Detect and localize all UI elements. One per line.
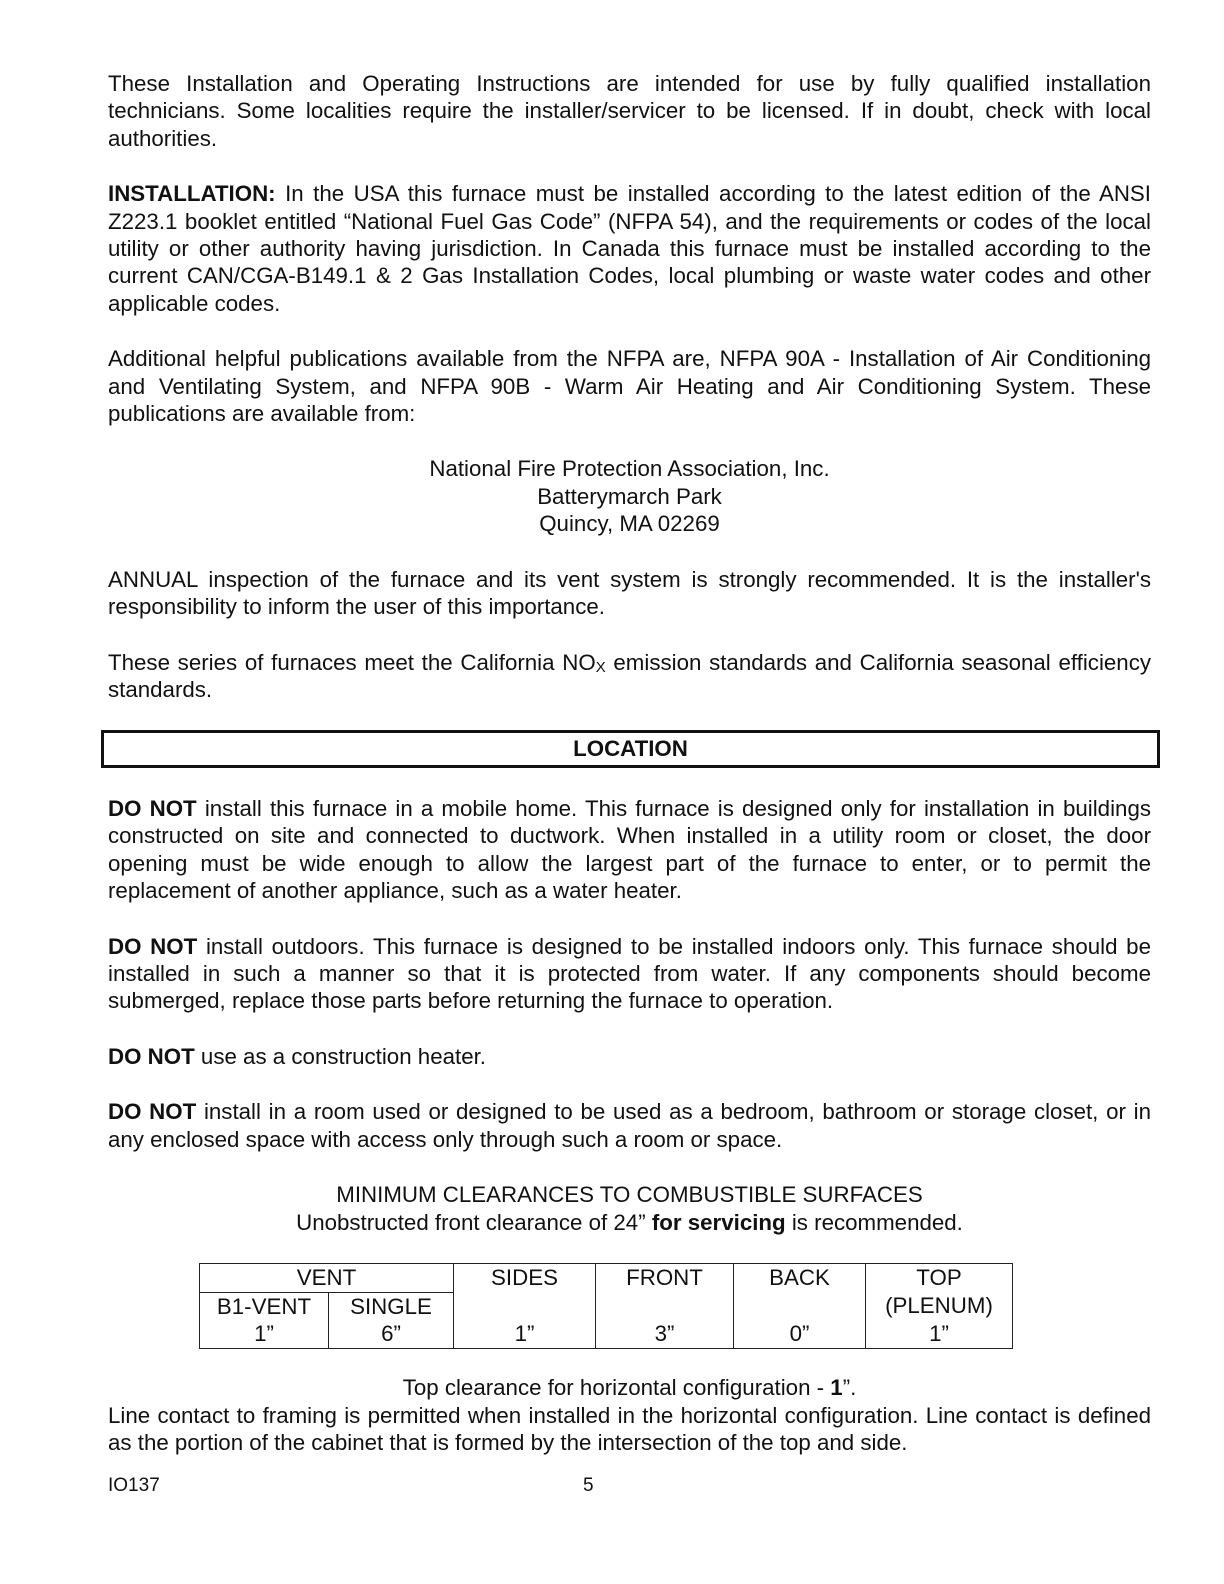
value-b1vent: 1” <box>200 1320 329 1348</box>
address-line-1: National Fire Protection Association, Inc. <box>429 456 830 482</box>
address-line-3: Quincy, MA 02269 <box>539 511 720 537</box>
location-section <box>108 795 1151 1237</box>
donot-construction-heater <box>108 1043 1151 1070</box>
horizontal-note <box>108 1374 1151 1402</box>
clearances-title: MINIMUM CLEARANCES TO COMBUSTIBLE SURFACES <box>336 1182 923 1208</box>
installation-text: In the USA this furnace must be installed according to the latest edition of the ANSI Z223.1 booklet entitled “National Fuel Gas Code” (NFPA 54), and the requirements or codes of the local utility or other authority having jurisdiction. In Canada this furnace must be installed according to the current CAN/CGA-B149.1 & 2 Gas Installation Codes, local plumbing or waste water codes and other applicable codes. <box>108 181 1151 316</box>
clearances-subtitle <box>108 1209 1151 1237</box>
clearances-table <box>199 1263 1013 1349</box>
value-back: 0” <box>734 1320 866 1348</box>
nfpa-address <box>108 455 1151 537</box>
intro-paragraph: These Installation and Operating Instructions are intended for use by fully qualified installation technicians. Some localities require the installer/servicer to be licensed. If in doubt, check with local authorities. <box>108 71 1151 151</box>
header-b1vent: B1-VENT <box>200 1292 329 1320</box>
horizontal-note-before: Top clearance for horizontal configuration - <box>402 1375 831 1400</box>
donot-mobile-home <box>108 795 1151 905</box>
header-front: FRONT <box>596 1264 734 1293</box>
horizontal-note-after: ”. <box>842 1375 857 1400</box>
installation-label: INSTALLATION: <box>108 181 276 207</box>
annual-paragraph: ANNUAL inspection of the furnace and its vent system is strongly recommended. It is the installer's responsibility to inform the user of this importance. <box>108 566 1151 620</box>
donot-label: DO NOT <box>108 1043 195 1069</box>
nox-subscript: X <box>595 658 606 676</box>
value-top: 1” <box>866 1320 1013 1348</box>
nox-text-before: These series of furnaces meet the California NO <box>108 649 596 675</box>
nox-paragraph <box>108 649 1151 704</box>
value-sides: 1” <box>454 1320 596 1348</box>
horizontal-note-bold: 1 <box>830 1375 843 1400</box>
value-front: 3” <box>596 1320 734 1348</box>
footer-page-number: 5 <box>583 1475 594 1496</box>
donot-bedroom <box>108 1098 1151 1153</box>
header-sides: SIDES <box>454 1264 596 1293</box>
subtitle-after: is recommended. <box>785 1210 963 1236</box>
address-line-2: Batterymarch Park <box>537 483 722 509</box>
donot-text: install in a room used or designed to be used as a bedroom, bathroom or storage closet, or in any enclosed space with access only through such a room or space. <box>108 1099 1151 1152</box>
donot-text: use as a construction heater. <box>194 1043 486 1069</box>
header-vent: VENT <box>200 1264 454 1293</box>
subtitle-bold: for servicing <box>651 1210 786 1236</box>
installation-paragraph <box>108 180 1151 317</box>
donot-text: install outdoors. This furnace is designed to be installed indoors only. This furnace should be installed in such a manner so that it is protected from water. If any components should become submerged, replace those parts before returning the furnace to operation. <box>108 933 1151 1014</box>
donot-label: DO NOT <box>108 1099 197 1125</box>
header-top-plenum: (PLENUM) <box>866 1292 1013 1320</box>
header-top: TOP <box>866 1264 1013 1293</box>
donot-text: install this furnace in a mobile home. This furnace is designed only for installation in buildings constructed on site and connected to ductwork. When installed in a utility room or closet, the door opening must be wide enough to allow the largest part of the furnace to enter, or to permit the replacement of another appliance, such as a water heater. <box>108 796 1151 904</box>
footer-doc-id: IO137 <box>108 1475 160 1496</box>
empty-cell <box>734 1292 866 1320</box>
header-single: SINGLE <box>329 1292 454 1320</box>
donot-label: DO NOT <box>108 933 198 959</box>
donot-outdoors <box>108 933 1151 1015</box>
value-single: 6” <box>329 1320 454 1348</box>
empty-cell <box>454 1292 596 1320</box>
line-contact-paragraph: Line contact to framing is permitted when installed in the horizontal configuration. Line contact is defined as the portion of the cabinet that is formed by the intersection of the top and side. <box>108 1403 1151 1456</box>
location-heading: LOCATION <box>101 730 1160 768</box>
empty-cell <box>596 1292 734 1320</box>
header-back: BACK <box>734 1264 866 1293</box>
donot-label: DO NOT <box>108 796 197 821</box>
publications-paragraph: Additional helpful publications available from the NFPA are, NFPA 90A - Installation of Air Conditioning and Ventilating System, and NFPA 90B - Warm Air Heating and Air Conditioning System. These publications are available from: <box>108 346 1151 427</box>
bottom-section <box>108 1374 1151 1457</box>
subtitle-before: Unobstructed front clearance of 24” <box>296 1210 652 1236</box>
nox-text-after: emission standards and California seasonal efficiency standards. <box>108 649 1152 702</box>
top-section <box>108 70 1151 731</box>
